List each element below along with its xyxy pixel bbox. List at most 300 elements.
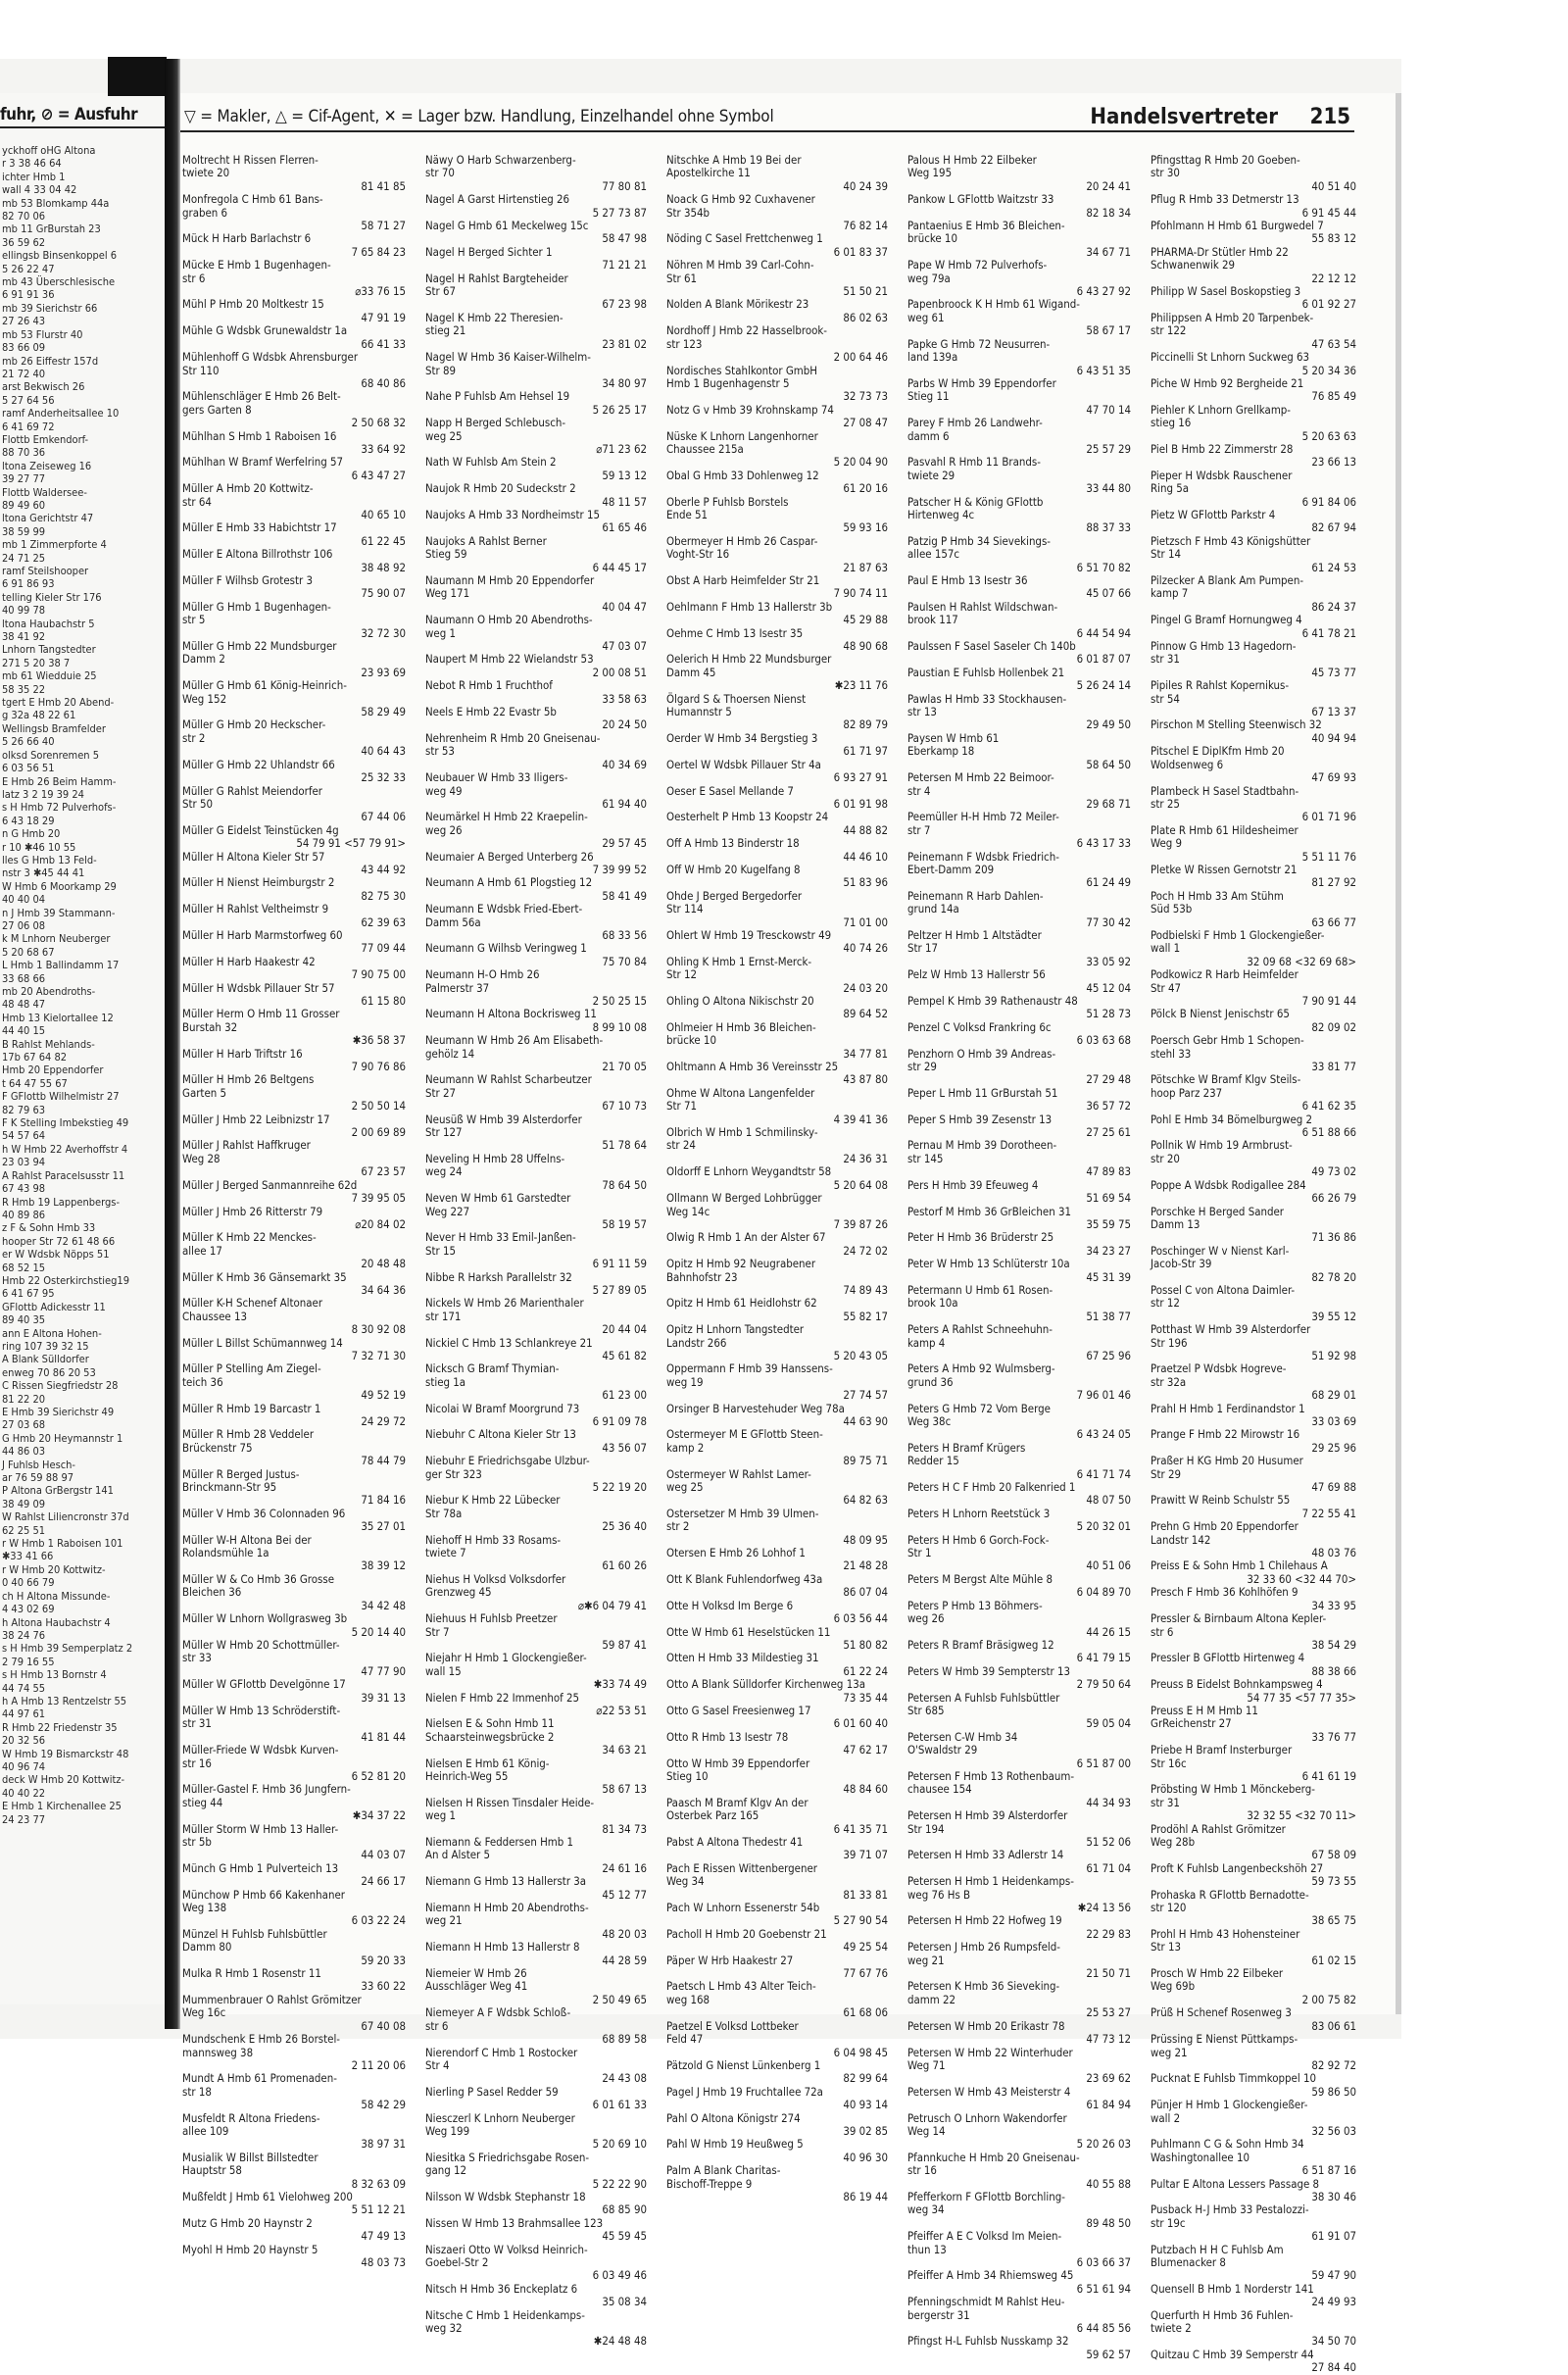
phone-number: 7 90 76 86	[351, 1060, 406, 1074]
directory-entry	[182, 2244, 406, 2270]
phone-number: 34 67 71	[1086, 244, 1131, 259]
directory-entry	[425, 1547, 647, 1573]
directory-entry	[182, 2125, 406, 2152]
directory-entry	[425, 2164, 647, 2191]
directory-entry	[425, 509, 647, 535]
entry-text: Opitz H Lnhorn Tangstedter	[666, 1322, 805, 1337]
directory-entry	[182, 1008, 406, 1020]
directory-entry	[666, 443, 888, 470]
phone-number: ✱36 58 37	[352, 1033, 406, 1048]
left-page-line: ann E Altona Hohen-	[2, 1326, 102, 1340]
entry-text: weg 79a	[907, 271, 951, 285]
left-page-line: 27 26 43	[2, 315, 46, 328]
phone-number: 45 61 82	[602, 1348, 647, 1362]
phone-number: 82 09 02	[1311, 1019, 1356, 1034]
entry-text: Niehus H Volksd Volksdorfer	[425, 1571, 566, 1586]
directory-entry	[666, 1678, 888, 1705]
directory-entry	[666, 1258, 888, 1270]
phone-number: 61 24 49	[1086, 875, 1131, 890]
directory-entry	[1151, 1520, 1356, 1533]
directory-entry	[182, 1586, 406, 1612]
entry-text: Mühlenschläger E Hmb 26 Belt-	[182, 389, 341, 404]
directory-entry	[182, 1678, 406, 1705]
left-page-line: s H Hmb 39 Semperplatz 2	[2, 1642, 133, 1656]
phone-number: 20 24 50	[602, 717, 647, 732]
phone-number: 47 49 13	[361, 2229, 406, 2244]
entry-text: Pankow L GFlottb Waitzstr 33	[907, 192, 1054, 207]
phone-number: 38 39 12	[361, 1559, 406, 1573]
entry-text: Petersen J Hmb 26 Rumpsfeld-	[907, 1940, 1060, 1954]
directory-entry	[666, 1061, 888, 1087]
phone-number: 6 41 62 35	[1301, 1099, 1356, 1113]
directory-entry	[425, 193, 647, 220]
left-page-line: r 10 ✱46 10 55	[2, 840, 76, 854]
left-page-line: G Hmb 20 Heymannstr 1	[2, 1431, 123, 1445]
directory-entry	[425, 653, 647, 679]
entry-text: Papenbroock K H Hmb 61 Wigand-	[907, 297, 1080, 312]
directory-entry	[907, 298, 1131, 311]
phone-number: 71 01 00	[843, 915, 888, 929]
directory-entry	[666, 574, 888, 601]
directory-entry	[1151, 324, 1356, 351]
directory-entry	[907, 1612, 1131, 1639]
entry-text: Off A Hmb 13 Binderstr 18	[666, 836, 800, 851]
entry-text: Str 78a	[425, 1506, 463, 1520]
phone-number: 6 04 98 45	[833, 2045, 888, 2059]
directory-entry	[1151, 2322, 1356, 2349]
directory-entry	[425, 1586, 647, 1612]
left-page-line: Hmb 22 Osterkirchstieg19	[2, 1273, 129, 1287]
phone-number: 61 71 97	[843, 744, 888, 759]
phone-number: 21 48 28	[843, 1559, 888, 1573]
phone-number: 71 84 16	[361, 1493, 406, 1508]
left-page-line: 67 43 98	[2, 1182, 46, 1196]
left-page-line: A Rahlst Paracelsusstr 11	[2, 1168, 125, 1182]
phone-number: 6 51 70 82	[1076, 560, 1131, 574]
directory-entry	[1151, 220, 1356, 246]
phone-number: 48 03 76	[1311, 1546, 1356, 1560]
entry-text: weg 1	[425, 1808, 456, 1823]
directory-entry	[666, 232, 888, 259]
phone-number: 67 58 09	[1311, 1848, 1356, 1862]
directory-entry	[182, 640, 406, 653]
entry-text: Weg 28b	[1151, 1835, 1196, 1849]
directory-entry	[666, 193, 888, 206]
entry-text: Pätzold G Nienst Lünkenberg 1	[666, 2057, 821, 2072]
symbol-legend: ▽ = Makler, △ = Cif-Agent, ✕ = Lager bzw. Handlung, Einzelhandel ohne Symbol	[184, 107, 774, 126]
phone-number: 7 90 91 44	[1301, 994, 1356, 1008]
entry-text: Damm 56a	[425, 915, 481, 929]
entry-text: gers Garten 8	[182, 402, 252, 417]
directory-entry	[182, 1297, 406, 1310]
entry-text: Str 67	[425, 284, 457, 299]
entry-text: Niebuhr E Friedrichsgabe Ulzbur-	[425, 1454, 590, 1468]
phone-number: 7 90 75 00	[351, 967, 406, 982]
entry-text: allee 157c	[907, 547, 960, 562]
left-page-line: Wellingsb Bramfelder	[2, 721, 106, 735]
directory-entry	[425, 1403, 647, 1429]
directory-entry	[425, 365, 647, 391]
entry-text: Müller H Harb Triftstr 16	[182, 1046, 303, 1061]
entry-text: Pawlas H Hmb 33 Stockhausen-	[907, 691, 1067, 706]
entry-text: Weg 38c	[907, 1414, 952, 1428]
entry-text: Nöding C Sasel Frettchenweg 1	[666, 231, 823, 246]
left-page-line: ramf Steilshooper	[2, 565, 89, 577]
phone-number: 40 94 94	[1311, 730, 1356, 745]
left-page-line: ichter Hmb 1	[2, 170, 66, 183]
entry-text: weg 1	[425, 625, 456, 640]
phone-number: 59 73 55	[1311, 1874, 1356, 1889]
directory-entry	[1151, 2178, 1356, 2204]
directory-entry	[907, 1770, 1131, 1783]
phone-number: 6 41 78 21	[1301, 625, 1356, 640]
entry-text: Petersen K Hmb 36 Sieveking-	[907, 1979, 1060, 1994]
entry-text: twiete 2	[1151, 2321, 1192, 2336]
book-gutter	[165, 59, 180, 2029]
phone-number: 2 00 08 51	[592, 665, 647, 679]
directory-entry	[666, 1297, 888, 1323]
entry-text: Müller G Hmb 1 Bugenhagen-	[182, 599, 331, 614]
phone-number: 44 88 82	[843, 822, 888, 837]
left-page-line: telling Kieler Str 176	[2, 590, 102, 604]
entry-text: Niemann H Hmb 13 Hallerstr 8	[425, 1940, 580, 1954]
directory-entry	[425, 1875, 647, 1902]
directory-entry	[907, 574, 1131, 601]
entry-text: str 53	[425, 744, 455, 759]
entry-text: Proft K Fuhlsb Langenbeckshöh 27	[1151, 1860, 1324, 1875]
directory-entry	[1151, 2256, 1356, 2283]
entry-text: Pestorf M Hmb 36 GrBleichen 31	[907, 1204, 1072, 1218]
directory-entry	[907, 1783, 1131, 1809]
directory-entry	[425, 2059, 647, 2086]
entry-text: Mühlenhoff G Wdsbk Ahrensburger	[182, 350, 359, 365]
entry-text: Ohme W Altona Langenfelder	[666, 1085, 815, 1100]
directory-entry	[666, 1954, 888, 1981]
entry-text: bergerstr 31	[907, 2307, 970, 2322]
entry-text: Peter H Hmb 36 Brüderstr 25	[907, 1230, 1054, 1245]
entry-text: Müller Herm O Hmb 11 Grosser	[182, 1007, 340, 1021]
directory-entry	[666, 496, 888, 509]
directory-entry	[1151, 2309, 1356, 2322]
entry-text: Potthast W Hmb 39 Alsterdorfer	[1151, 1322, 1311, 1337]
directory-entry	[666, 1770, 888, 1797]
directory-entry	[907, 1914, 1131, 1941]
entry-text: Str 17	[907, 941, 939, 956]
phone-number: 5 27 89 05	[592, 1282, 647, 1297]
phone-number: 44 26 15	[1086, 1624, 1131, 1639]
directory-entry	[425, 2283, 647, 2309]
phone-number: 77 80 81	[602, 178, 647, 193]
entry-text: Paasch M Bramf Klgv An der	[666, 1795, 808, 1809]
entry-text: Piel B Hmb 22 Zimmerstr 28	[1151, 441, 1294, 456]
entry-text: Müller W & Co Hmb 36 Grosse	[182, 1571, 335, 1586]
directory-entry	[1151, 982, 1356, 1009]
entry-text: Petersen W Hmb 20 Erikastr 78	[907, 2018, 1065, 2033]
directory-entry	[182, 1797, 406, 1823]
directory-entry	[666, 1403, 888, 1429]
entry-text: str 2	[182, 730, 206, 745]
entry-text: Müller W GFlottb Develgönne 17	[182, 1677, 346, 1692]
phone-number: 75 90 07	[361, 586, 406, 601]
phone-number: 22 12 12	[1311, 271, 1356, 285]
entry-text: Niehuus H Fuhlsb Preetzer	[425, 1611, 558, 1626]
phone-number: 58 19 57	[602, 1216, 647, 1231]
entry-text: Peters R Bramf Bräsigweg 12	[907, 1637, 1054, 1652]
entry-text: str 5	[182, 613, 206, 627]
entry-text: Obst A Harb Heimfelder Str 21	[666, 573, 820, 587]
directory-entry	[666, 1428, 888, 1441]
directory-entry	[425, 285, 647, 312]
phone-number: 40 96 30	[843, 2150, 888, 2164]
entry-text: Pressler & Birnbaum Altona Kepler-	[1151, 1611, 1327, 1626]
phone-number: 47 63 54	[1311, 336, 1356, 351]
directory-entry	[1151, 1073, 1356, 1086]
phone-number: 27 74 57	[843, 1388, 888, 1403]
directory-entry	[425, 430, 647, 457]
directory-entry	[666, 1362, 888, 1375]
gutter-top-shadow	[108, 57, 167, 96]
directory-entry	[907, 2269, 1131, 2296]
directory-entry	[425, 535, 647, 548]
phone-number: 47 69 88	[1311, 1480, 1356, 1495]
phone-number: ✱33 74 49	[593, 1677, 647, 1692]
phone-number: 8 32 63 09	[351, 2176, 406, 2191]
left-page-line: r 3 38 46 64	[2, 157, 62, 171]
entry-text: Olwig R Hmb 1 An der Alster 67	[666, 1230, 826, 1245]
directory-entry	[907, 1087, 1131, 1113]
phone-number: 48 11 57	[602, 494, 647, 509]
entry-text: Nielsen E Hmb 61 König-	[425, 1756, 550, 1770]
phone-number: 27 84 40	[1311, 2360, 1356, 2375]
directory-entry	[907, 1849, 1131, 1875]
phone-number: 47 03 07	[602, 639, 647, 654]
entry-text: Oehme C Hmb 13 Isestr 35	[666, 625, 804, 640]
entry-text: Str 15	[425, 1243, 457, 1258]
entry-text: Paul E Hmb 13 Isestr 36	[907, 573, 1028, 587]
directory-entry	[666, 1231, 888, 1258]
directory-entry	[907, 640, 1131, 667]
entry-text: Ohling O Altona Nikischstr 20	[666, 994, 814, 1008]
phone-number: 61 60 26	[602, 1559, 647, 1573]
phone-number: 58 42 29	[361, 2098, 406, 2112]
directory-entry	[666, 1021, 888, 1034]
directory-entry	[425, 1692, 647, 1718]
directory-entry	[182, 154, 406, 167]
directory-entry	[182, 2152, 406, 2164]
entry-text: Stieg 10	[666, 1768, 709, 1783]
entry-text: Podkowicz R Harb Heimfelder	[1151, 967, 1298, 982]
entry-text: weg 21	[907, 1953, 945, 1967]
directory-entry	[666, 706, 888, 732]
phone-number: 58 47 98	[602, 231, 647, 246]
entry-text: stieg 44	[182, 1795, 223, 1809]
entry-text: Mühl P Hmb 20 Moltkestr 15	[182, 297, 324, 312]
entry-text: Neels E Hmb 22 Evastr 5b	[425, 705, 557, 719]
left-page-line: 89 40 35	[2, 1313, 46, 1327]
entry-text: Nickiel C Hmb 13 Schlankreye 21	[425, 1335, 593, 1350]
entry-text: chausee 154	[907, 1782, 972, 1797]
entry-text: Bischoff-Treppe 9	[666, 2176, 753, 2191]
entry-text: Petersen M Hmb 22 Beimoor-	[907, 770, 1054, 785]
directory-entry	[666, 601, 888, 627]
entry-text: Oertel W Wdsbk Pillauer Str 4a	[666, 757, 821, 771]
directory-column-4	[907, 153, 1131, 2361]
directory-entry	[1151, 312, 1356, 324]
entry-text: kamp 4	[907, 1335, 946, 1350]
left-page-line: 40 89 86	[2, 1208, 46, 1221]
phone-number: 4 39 41 36	[833, 1112, 888, 1126]
phone-number: 5 20 64 08	[833, 1177, 888, 1192]
phone-number: 25 57 29	[1086, 441, 1131, 456]
entry-text: Str 47	[1151, 980, 1182, 995]
phone-number: 66 41 33	[361, 336, 406, 351]
directory-entry	[907, 1809, 1131, 1822]
directory-entry	[666, 1206, 888, 1232]
directory-entry	[907, 929, 1131, 942]
phone-number: 35 27 01	[361, 1519, 406, 1534]
entry-text: Otto A Blank Sülldorfer Kirchenweg 13a	[666, 1677, 866, 1692]
entry-text: Nüske K Lnhorn Langenhorner	[666, 428, 818, 443]
entry-text: Näwy O Harb Schwarzenberg-	[425, 153, 576, 167]
entry-text: Pölck B Nienst Jenischstr 65	[1151, 1007, 1290, 1021]
phone-number: ⌀33 76 15	[355, 284, 406, 299]
entry-text: Pfingst H-L Fuhlsb Nusskamp 32	[907, 2334, 1069, 2349]
directory-entry	[1151, 1245, 1356, 1258]
directory-entry	[1151, 785, 1356, 798]
phone-number: 7 39 95 05	[351, 1191, 406, 1206]
left-page-line: 6 91 86 93	[2, 577, 55, 591]
directory-entry	[1151, 1744, 1356, 1757]
phone-number: 40 51 06	[1086, 1559, 1131, 1573]
directory-entry	[666, 2033, 888, 2059]
entry-text: Musfeldt R Altona Friedens-	[182, 2110, 320, 2125]
entry-text: Müller J Hmb 22 Leibnizstr 17	[182, 1112, 330, 1126]
entry-text: Niemann H Hmb 20 Abendroths-	[425, 1901, 589, 1915]
entry-text: Heinrich-Weg 55	[425, 1768, 509, 1783]
directory-entry	[182, 2112, 406, 2125]
directory-entry	[907, 1415, 1131, 1442]
left-page-line: er W Wdsbk Nöpps 51	[2, 1248, 110, 1262]
phone-number: ✱24 48 48	[593, 2334, 647, 2349]
entry-text: Ende 51	[666, 507, 709, 521]
directory-entry	[425, 220, 647, 246]
phone-number: 86 24 37	[1311, 599, 1356, 614]
entry-text: Müller H Hmb 26 Beltgens	[182, 1072, 315, 1087]
entry-text: Niejahr H Hmb 1 Glockengießer-	[425, 1651, 587, 1665]
entry-text: Jacob-Str 39	[1151, 1257, 1212, 1271]
entry-text: Humannstr 5	[666, 705, 732, 719]
entry-text: Paustian E Fuhlsb Hollenbek 21	[907, 665, 1065, 679]
left-page-line: Flottb Emkendorf-	[2, 432, 89, 446]
left-page-line: g 32a 48 22 61	[2, 709, 76, 722]
directory-entry	[666, 470, 888, 496]
left-page-line: W Rahlst Liliencronstr 37d	[2, 1510, 129, 1524]
entry-text: Otto W Hmb 39 Eppendorfer	[666, 1756, 810, 1770]
directory-entry	[182, 1362, 406, 1375]
entry-text: stieg 1a	[425, 1374, 466, 1389]
phone-number: 68 29 01	[1311, 1388, 1356, 1403]
entry-text: Piche W Hmb 92 Bergheide 21	[1151, 375, 1304, 390]
directory-entry	[425, 324, 647, 351]
entry-text: damm 22	[907, 1992, 956, 2006]
entry-text: Müller K Hmb 36 Gänsemarkt 35	[182, 1269, 347, 1284]
phone-number: 67 44 06	[361, 810, 406, 824]
entry-text: str 32a	[1151, 1374, 1187, 1389]
entry-text: Damm 13	[1151, 1216, 1200, 1231]
entry-text: Petersen H Hmb 22 Hofweg 19	[907, 1913, 1062, 1928]
entry-text: Müller R Hmb 19 Barcastr 1	[182, 1401, 321, 1415]
entry-text: str 120	[1151, 1901, 1187, 1915]
entry-text: str 24	[666, 1138, 696, 1153]
directory-entry	[907, 535, 1131, 548]
entry-text: Patscher H & König GFlottb	[907, 494, 1044, 509]
entry-text: Müller W-H Altona Bei der	[182, 1532, 312, 1547]
left-page-line: mb 61 Wiedduie 25	[2, 669, 97, 683]
entry-text: Peters G Hmb 72 Vom Berge	[907, 1401, 1051, 1415]
left-page-line: 38 49 09	[2, 1497, 46, 1510]
entry-text: Müller J Rahlst Haffkruger	[182, 1138, 311, 1153]
directory-entry	[425, 1362, 647, 1375]
entry-text: Nielsen E & Sohn Hmb 11	[425, 1716, 555, 1731]
phone-number: 39 31 13	[361, 1690, 406, 1705]
left-page-line: 81 22 20	[2, 1392, 46, 1406]
entry-text: Pohl E Hmb 34 Bömelburgweg 2	[1151, 1112, 1313, 1126]
phone-number: 45 59 45	[602, 2229, 647, 2244]
entry-text: Nehrenheim R Hmb 20 Gneisenau-	[425, 730, 601, 745]
phone-number: ⌀71 23 62	[596, 441, 647, 456]
directory-entry	[1151, 864, 1356, 890]
entry-text: str 4	[907, 783, 931, 798]
phone-number: 58 29 49	[361, 705, 406, 719]
entry-text: Weg 71	[907, 2057, 946, 2072]
phone-number: 6 91 09 78	[592, 1414, 647, 1428]
left-page-line: ring 107 39 32 15	[2, 1339, 89, 1353]
phone-number: 33 64 92	[361, 441, 406, 456]
phone-number: 29 49 50	[1086, 717, 1131, 732]
entry-text: Ohling K Hmb 1 Ernst-Merck-	[666, 954, 812, 968]
phone-number: 43 44 92	[361, 862, 406, 876]
entry-text: str 5b	[182, 1835, 212, 1849]
phone-number: 7 65 84 23	[351, 244, 406, 259]
directory-entry	[907, 1061, 1131, 1087]
entry-text: Nagel H Berged Sichter 1	[425, 244, 553, 259]
directory-entry	[907, 496, 1131, 509]
entry-text: grund 36	[907, 1374, 954, 1389]
left-page-line: A Blank Sülldorfer	[2, 1353, 89, 1366]
phone-number: 45 12 77	[602, 1887, 647, 1902]
directory-entry	[182, 876, 406, 903]
entry-text: Damm 45	[666, 665, 716, 679]
entry-text: teich 36	[182, 1374, 223, 1389]
directory-entry	[907, 220, 1131, 232]
phone-number: 88 37 33	[1086, 520, 1131, 535]
directory-entry	[907, 2059, 1131, 2086]
phone-number: 6 91 45 44	[1301, 205, 1356, 220]
phone-number: 44 34 93	[1086, 1795, 1131, 1809]
entry-text: Weg 69b	[1151, 1979, 1196, 1994]
phone-number: 58 67 17	[1086, 323, 1131, 338]
phone-number: 48 07 50	[1086, 1493, 1131, 1508]
directory-entry	[907, 2020, 1131, 2047]
entry-text: Müller G Hmb 22 Uhlandstr 66	[182, 757, 335, 771]
directory-entry	[182, 1994, 406, 2006]
left-page-line: wall 4 33 04 42	[2, 183, 77, 197]
entry-text: Pempel K Hmb 39 Rathenaustr 48	[907, 994, 1078, 1008]
entry-text: Weg 152	[182, 691, 227, 706]
directory-entry	[182, 430, 406, 457]
left-page-line: W Hmb 19 Bismarckstr 48	[2, 1747, 129, 1760]
directory-entry	[666, 864, 888, 890]
